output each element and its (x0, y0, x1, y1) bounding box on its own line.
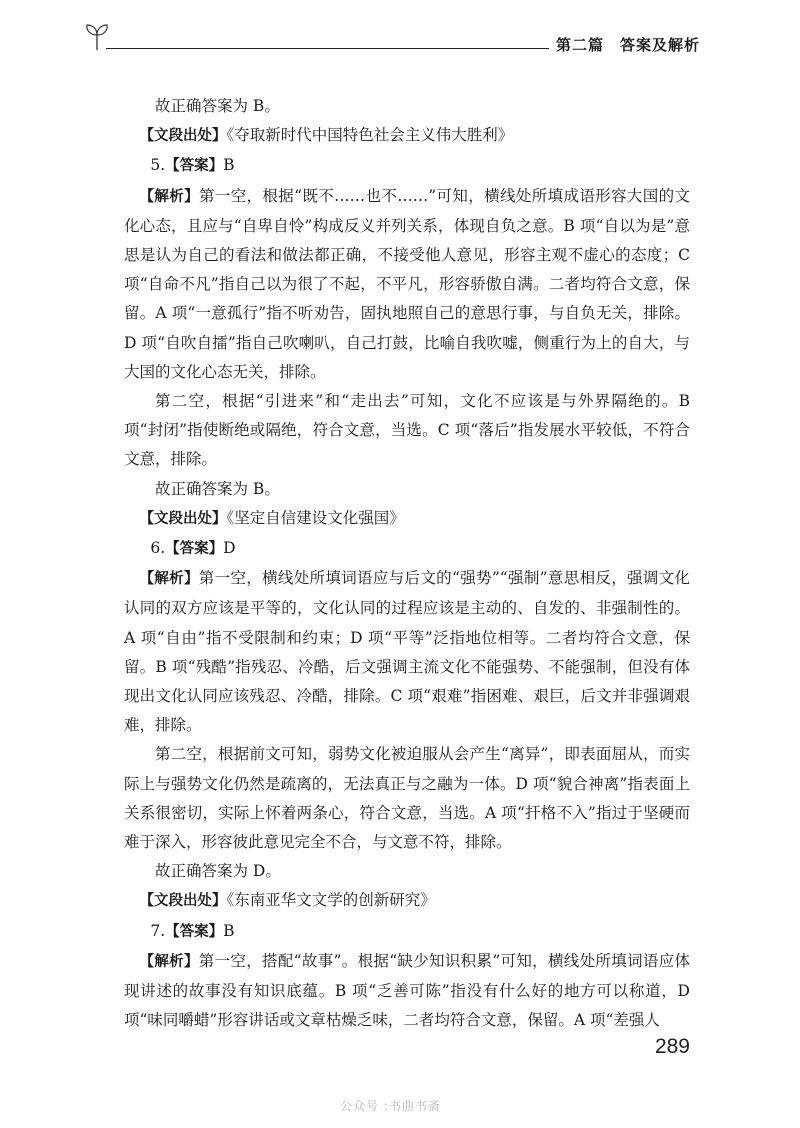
source-line: 【文段出处】《夺取新时代中国特色社会主义伟大胜利》 (139, 126, 514, 145)
source-line: 【文段出处】《东南亚华文文学的创新研究》 (139, 891, 436, 910)
answer-conclusion: 故正确答案为 D。 (155, 862, 281, 881)
watermark: 公众号 :书曲书斋 (340, 1099, 441, 1113)
analysis-paragraph: 【解析】第一空，搭配“故事”。根据“缺少知识积累”可知，横线处所填词语应体现讲述的故事没有知识底蕴。B 项“乏善可陈”指没有什么好的地方可以称道，D 项“味同嚼蜡”形容讲话或文章枯燥乏味，二者均符合文意，保留。A 项“差强人 (124, 951, 691, 1030)
analysis-paragraph: 第二空，根据前文可知，弱势文化被迫服从会产生“离异”，即表面屈从，而实际上与强势文化仍然是疏离的，无法真正与之融为一体。D 项“貌合神离”指表面上关系很密切，实际上怀着两条心，符合文意，当选。A 项“扞格不入”指过于坚硬而难于深入，形容彼此意见完全不合，与文意不符，排除。 (124, 745, 690, 852)
analysis-paragraph: 【解析】第一空，横线处所填词语应与后文的“强势”“强制”意思相反，强调文化认同的双方应该是平等的，文化认同的过程应该是主动的、自发的、非强制性的。A 项“自由”指不受限制和约束；D 项“平等”泛指地位相等。二者均符合文意，保留。B 项“残酷”指残忍、冷酷，后文强调主流文化不能强势、不能强制，但没有体现出文化认同应该残忍、冷酷，排除。C 项“艰难”指困难、艰巨，后文并非强调艰难，排除。 (124, 569, 691, 735)
analysis-paragraph: 【解析】第一空，根据“既不……也不……”可知，横线处所填成语形容大国的文化心态，且应与“自卑自怜”构成反义并列关系，体现自负之意。B 项“自以为是”意思是认为自己的看法和做法都正确，不接受他人意见，形容主观不虚心的态度；C 项“自命不凡”指自己以为很了不起，不平凡，形容骄傲自满。二者均符合文意，保留。A 项“一意孤行”指不听劝告，固执地照自己的意思行事，与自负无关，排除。D 项“自吹自擂”指自己吹喇叭，自己打鼓，比喻自我吹嘘，侧重行为上的自大，与大国的文化心态无关，排除。 (124, 186, 691, 381)
answer-conclusion: 故正确答案为 B。 (155, 479, 280, 498)
answer-line-q7: 7.【答案】B (150, 921, 235, 940)
header-rule (106, 48, 549, 49)
answer-conclusion: 故正确答案为 B。 (155, 97, 280, 115)
analysis-paragraph: 第二空，根据“引进来”和“走出去”可知，文化不应该是与外界隔绝的。B 项“封闭”指使断绝或隔绝，符合文意，当选。C 项“落后”指发展水平较低，不符合文意，排除。 (124, 392, 690, 469)
answer-explanations (124, 92, 690, 1036)
source-line: 【文段出处】《坚定自信建设文化强国》 (139, 508, 405, 527)
page-number: 289 (654, 1035, 690, 1058)
answer-line-q6: 6.【答案】D (150, 539, 236, 558)
section-title: 第二篇 答案及解析 (555, 36, 700, 54)
page-header (84, 22, 714, 62)
answer-line-q5: 5.【答案】B (150, 156, 235, 175)
